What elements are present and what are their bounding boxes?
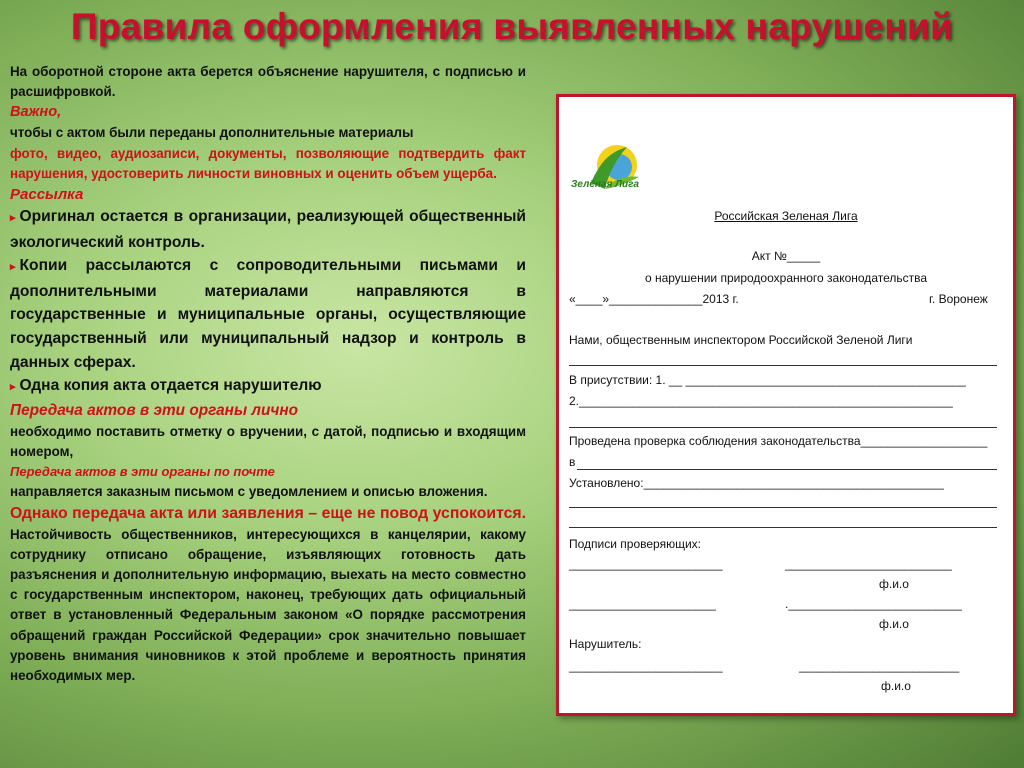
doc-rule — [569, 507, 997, 508]
paragraph-persistence — [10, 503, 526, 687]
doc-presence: В присутствии: 1. __ __________________________________________ — [569, 373, 966, 387]
heading-important: Важно, — [10, 104, 62, 121]
doc-rule — [569, 427, 997, 428]
page-title: Правила оформления выявленных нарушений — [70, 6, 954, 47]
doc-organization: Российская Зеленая Лига — [714, 209, 858, 223]
rules-text — [10, 62, 526, 686]
doc-act-subtitle: о нарушении природоохранного законодательства — [644, 271, 928, 285]
doc-city: г. Воронеж — [929, 292, 988, 306]
doc-check: Проведена проверка соблюдения законодательства___________________ — [569, 434, 988, 448]
paragraph-materials-list: фото, видео, аудиозаписи, документы, позволяющие подтвердить факт нарушения, удостоверить личности виновных и оценить объем ущерба. — [10, 145, 526, 181]
logo-caption: Зелёная Лига — [571, 179, 639, 190]
doc-established: Установлено:_____________________________________________ — [569, 476, 944, 490]
bullet-copies — [10, 254, 526, 374]
doc-rule — [569, 527, 997, 528]
bullet-arrow-icon: ▸ — [10, 212, 16, 225]
paragraph-materials: чтобы с актом были переданы дополнительные материалы — [10, 125, 414, 141]
bullet-original-text: Оригинал остается в организации, реализующей общественный экологический контроль. — [10, 208, 526, 251]
bullet-one-copy-text: Одна копия акта отдается нарушителю — [19, 377, 322, 395]
bullet-arrow-icon: ▸ — [10, 261, 16, 274]
doc-signature-line: ______________________ — [569, 597, 716, 611]
heading-in-person: Передача актов в эти органы лично — [10, 401, 299, 419]
heading-mailing: Рассылка — [10, 186, 84, 204]
doc-date: «____»______________2013 г. — [569, 292, 739, 306]
paragraph-back-side: На оборотной стороне акта берется объяснение нарушителя, с подписью и расшифровкой. — [10, 64, 526, 100]
doc-rule — [569, 365, 997, 366]
bullet-copies-text: Копии рассылаются с сопроводительными письмами и дополнительными материалами направляются в государственные и муниципальные органы, осуществляющие государственный или муниципальный надзор и контроль в данных сферах. — [10, 257, 526, 371]
doc-signature-line: ________________________ — [799, 659, 960, 673]
doc-signature-line: _______________________ — [569, 557, 723, 571]
paragraph-by-mail: направляется заказным письмом с уведомлением и описью вложения. — [10, 484, 488, 500]
doc-rule — [577, 469, 997, 470]
doc-fio-label: ф.и.о — [881, 679, 911, 693]
doc-violator: Нарушитель: — [569, 637, 642, 651]
bullet-arrow-icon: ▸ — [10, 381, 16, 394]
persistence-warning: Однако передача акта или заявления – еще не повод успокоится. — [10, 504, 526, 522]
doc-signature-line: _________________________ — [785, 557, 952, 571]
bullet-one-copy — [10, 374, 526, 400]
heading-by-mail: Передача актов в эти органы по почте — [10, 464, 275, 480]
doc-signature-line: .__________________________ — [785, 597, 962, 611]
paragraph-in-person: необходимо поставить отметку о вручении, с датой, подписью и входящим номером, — [10, 423, 526, 459]
doc-in: в — [569, 455, 576, 469]
doc-fio-label: ф.и.о — [879, 577, 909, 591]
doc-act-number: Акт №_____ — [751, 249, 821, 263]
act-document — [556, 94, 1016, 716]
bullet-original — [10, 205, 526, 254]
persistence-text: Настойчивость общественников, интересующихся в канцелярии, какому сотруднику отписано обращение, изъявляющих готовность дать разъяснения и дополнительную информацию, выехать на место совместно с государственным инспектором, наконец, требующих дать официальный ответ в установленный Федеральным законом «О порядке рассмотрения обращений граждан Российской Федерации» срок значительно повышает уровень внимания чиновников к этой проблеме и вероятность принятия необходимых мер. — [10, 526, 526, 683]
doc-presence-second: 2.________________________________________________________ — [569, 394, 953, 408]
doc-signature-line: _______________________ — [569, 659, 723, 673]
doc-fio-label: ф.и.о — [879, 617, 909, 631]
doc-inspector-line: Нами, общественным инспектором Российской Зеленой Лиги — [569, 333, 913, 347]
doc-signers: Подписи проверяющих: — [569, 537, 701, 551]
